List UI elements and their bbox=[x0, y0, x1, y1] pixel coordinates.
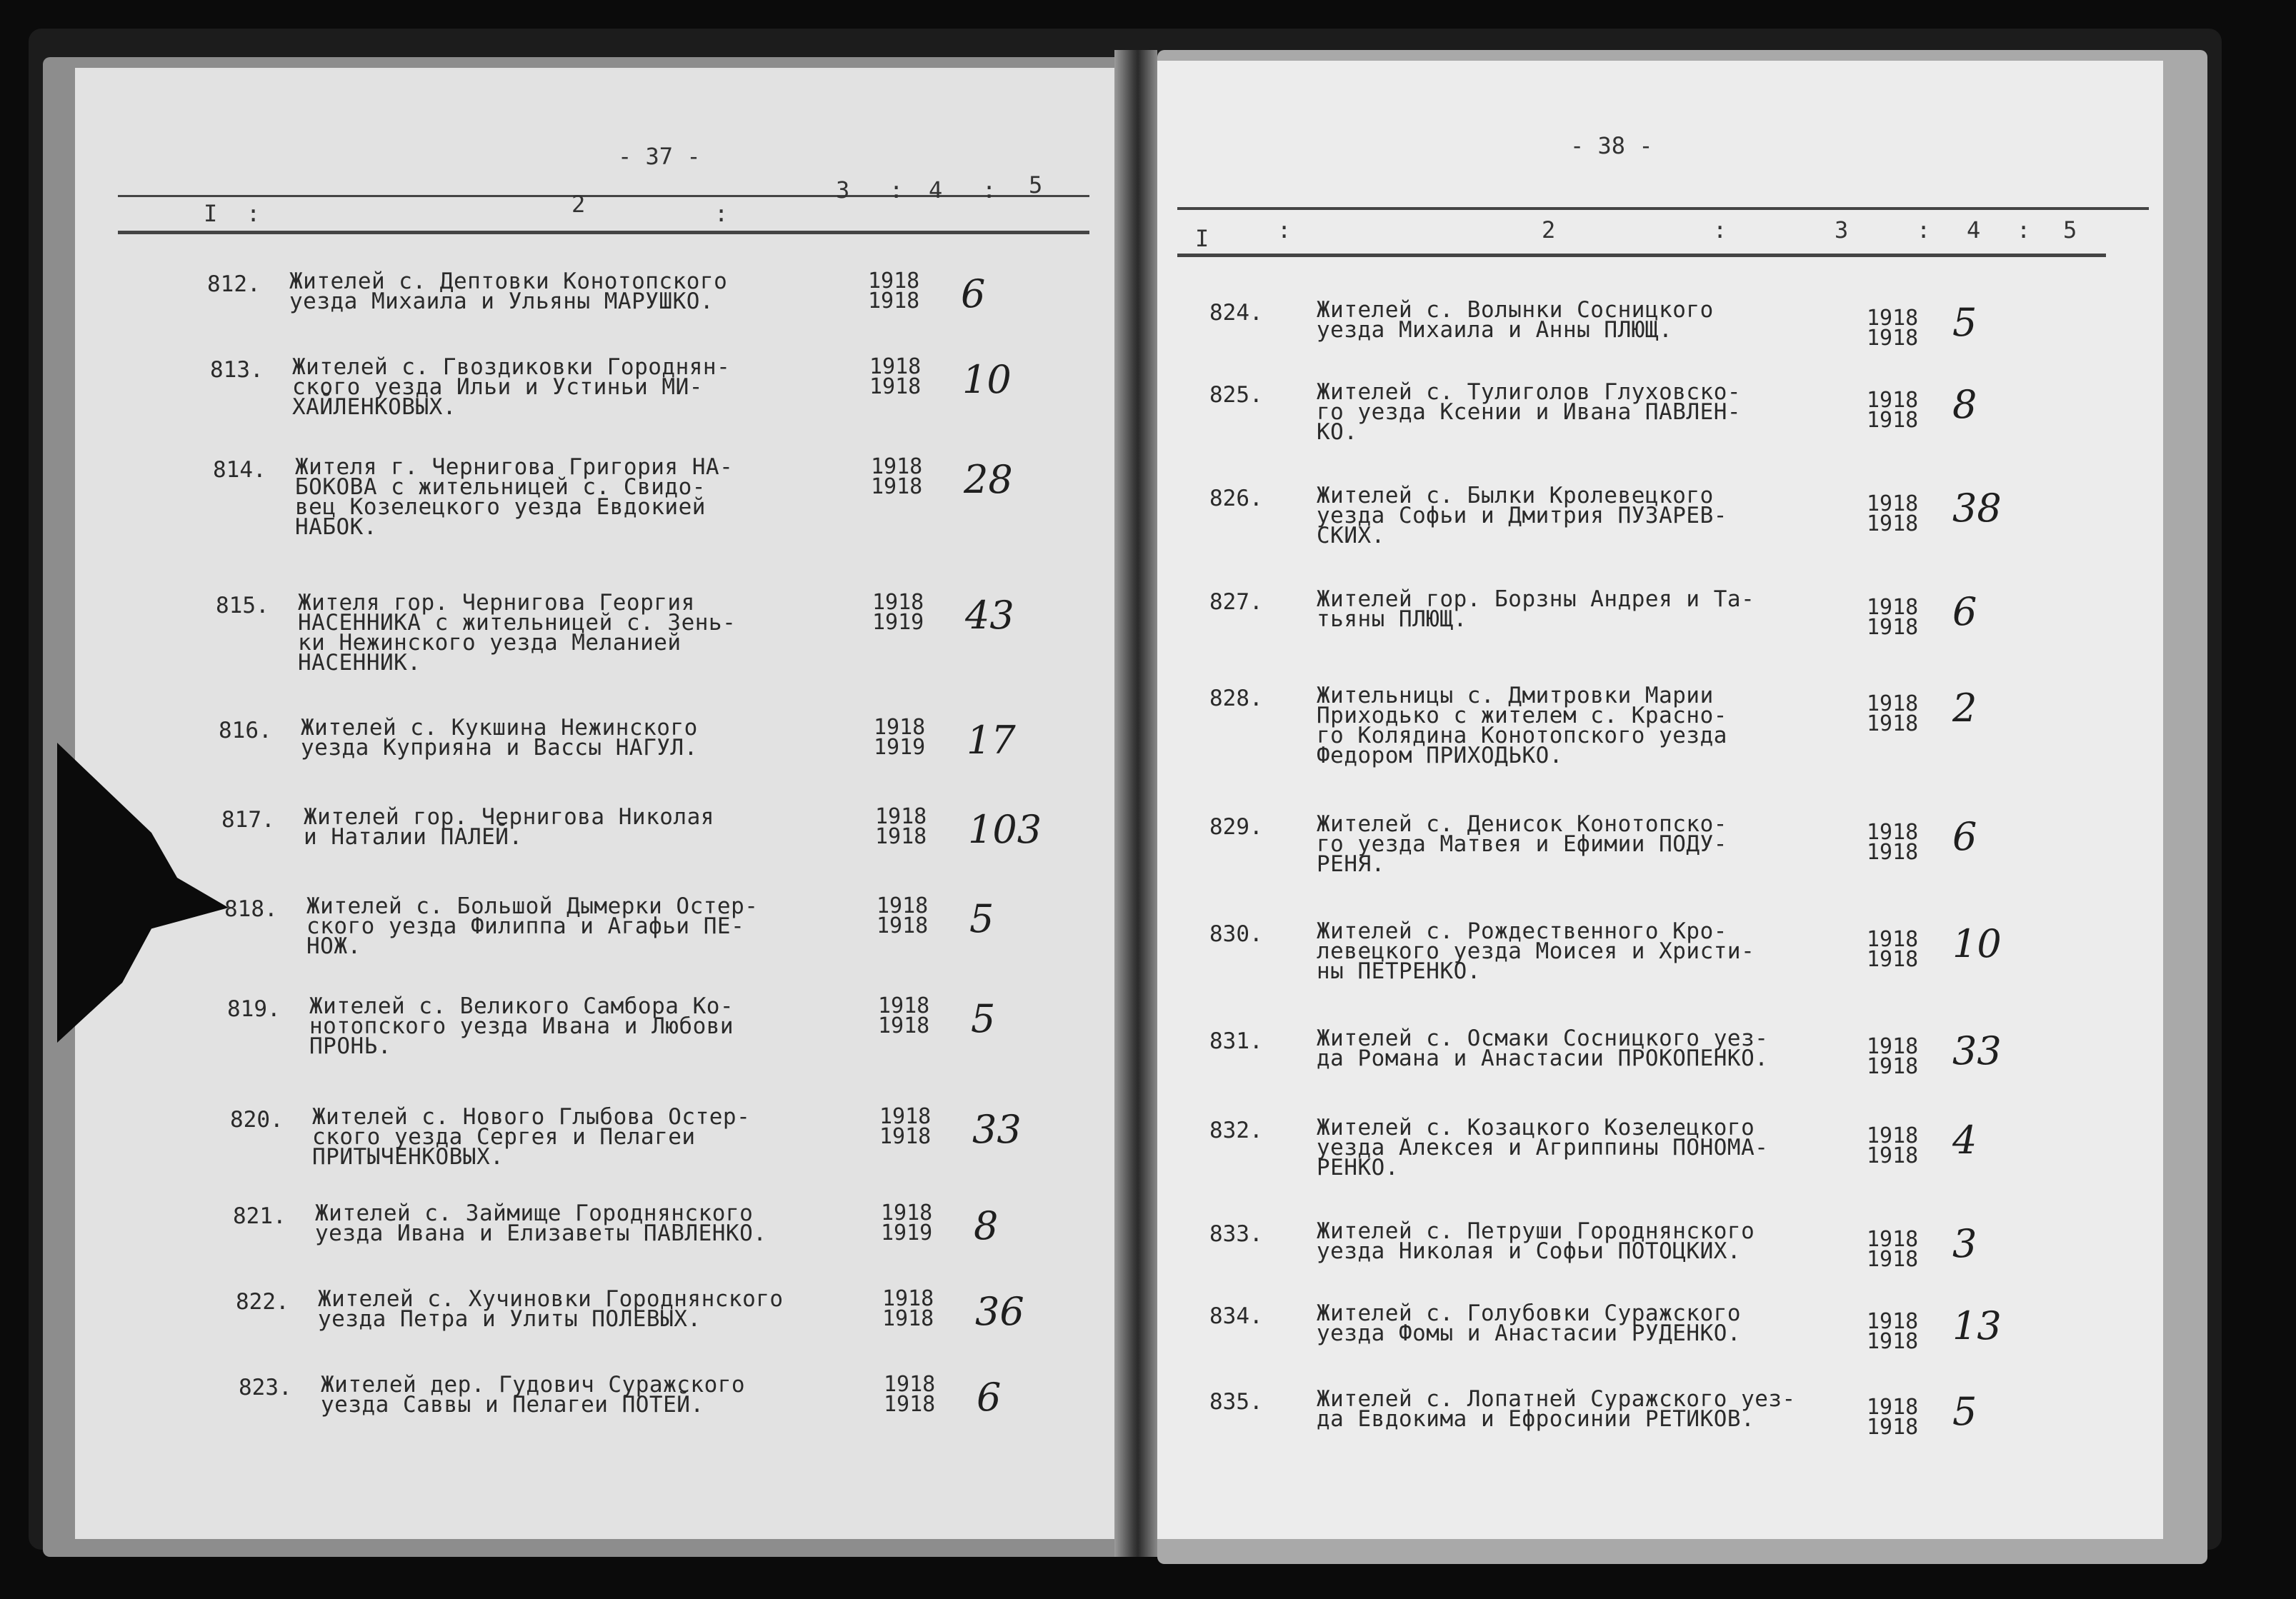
left-page: - 37 - I : 2 : 3 : 4 : 5 812. Жителей с. Дептовки Конотопского уезда Михаила и Ульяны МАРУШКО. 1918 1918 6 813. Жителей с. Гвоздиковки Городнян- ского уезда Ильи и Устиньи МИ- ХАЙЛЕНКОВЫХ. 1918 1918 10 814. Жителя г. Чернигова Григория НА- БОКОВА с жительницей с. Свидо- вец Козелецкого уезда Евдокией НАБОК. 1918 1918 28 815. Жителя гор. Чернигова Георгия НАСЕННИКА с жительницей с. Зень- ки Нежинского уезда Меланией НАСЕННИК. 1918 1919 43 816. Жителей с. Кукшина Нежинского уезда Куприяна и Вассы НАГУЛ. 1918 1919 17 817. Жителей гор. Чернигова Николая и Наталии ПАЛЕЙ. 1918 1918 103 818. Жителей с. Большой Дымерки Остер- ского уезда Филиппа и Агафьи ПЕ- НОЖ. 1918 1918 5 819. Жителей с. Великого Самбора Ко- нотопского уезда Ивана и Любови ПРОНЬ. 1918 1918 5 820. Жителей с. Нового Глыбова Остер- ского уезда Сергея и Пелагеи ПРИТЫЧЕНКОВЫХ. 1918 1918 33 821. Жителей с. Займище Городнянского уезда Ивана и Елизаветы ПАВЛЕНКО. 1918 1919 8 822. Жителей с. Хучиновки Городнянского уезда Петра и Улиты ПОЛЕВЫХ. 1918 1918 36 823. Жителей дер. Гудович Суражского уезда Саввы и Пелагеи ПОТЕЙ. 1918 1918 6 bbox=[75, 68, 1125, 1539]
entry-number: 813. bbox=[210, 357, 264, 383]
entry-description: Жителя г. Чернигова Григория НА- БОКОВА с жительницей с. Свидо- вец Козелецкого уезда Евдокией НАБОК. bbox=[295, 454, 734, 540]
entry-description: Жителей с. Лопатней Суражского уез- да Евдокима и Ефросинии РЕТИКОВ. bbox=[1317, 1386, 1796, 1432]
page-number: - 37 - bbox=[618, 143, 701, 170]
entry-count-handwritten: 6 bbox=[977, 1375, 1002, 1420]
entry-description: Жителя гор. Чернигова Георгия НАСЕННИКА с жительницей с. Зень- ки Нежинского уезда Меланией НАСЕННИК. bbox=[298, 590, 737, 676]
entry-years: 1918 1918 bbox=[884, 1372, 936, 1417]
entry-years: 1918 1918 bbox=[1867, 595, 1919, 640]
entry-count-handwritten: 5 bbox=[969, 896, 994, 941]
entry-years: 1918 1918 bbox=[1867, 306, 1919, 351]
entry-number: 818. bbox=[224, 896, 278, 922]
entry-description: Жителей с. Рождественного Кро- левецкого уезда Моисея и Христи- ны ПЕТРЕНКО. bbox=[1317, 918, 1755, 984]
entry-count-handwritten: 36 bbox=[975, 1289, 1024, 1334]
entry-number: 819. bbox=[227, 996, 281, 1022]
entry-number: 822. bbox=[236, 1289, 289, 1315]
entry-description: Жителей с. Большой Дымерки Остер- ского уезда Филиппа и Агафьи ПЕ- НОЖ. bbox=[306, 893, 759, 959]
entry-number: 821. bbox=[233, 1203, 286, 1229]
entry-description: Жителей гор. Чернигова Николая и Наталии ПАЛЕЙ. bbox=[304, 804, 714, 850]
entry-years: 1918 1918 bbox=[875, 804, 927, 849]
entry-number: 833. bbox=[1209, 1221, 1263, 1247]
entry-count-handwritten: 2 bbox=[1952, 686, 1977, 731]
entry-count-handwritten: 6 bbox=[1952, 814, 1977, 859]
entry-years: 1918 1918 bbox=[1867, 388, 1919, 433]
entry-years: 1918 1918 bbox=[1867, 691, 1919, 736]
entry-count-handwritten: 28 bbox=[964, 457, 1013, 502]
entry-years: 1918 1918 bbox=[1867, 820, 1919, 865]
entry-number: 824. bbox=[1209, 300, 1263, 326]
entry-number: 825. bbox=[1209, 382, 1263, 408]
entry-description: Жителей с. Голубовки Суражского уезда Фомы и Анастасии РУДЕНКО. bbox=[1317, 1300, 1742, 1346]
entry-number: 834. bbox=[1209, 1303, 1263, 1329]
entry-number: 820. bbox=[230, 1107, 284, 1133]
entry-count-handwritten: 10 bbox=[1952, 921, 2002, 966]
header-rule-top bbox=[1177, 207, 2149, 210]
entry-number: 815. bbox=[216, 593, 269, 618]
entry-description: Жителей с. Петруши Городнянского уезда Николая и Софьи ПОТОЦКИХ. bbox=[1317, 1218, 1755, 1264]
entry-count-handwritten: 5 bbox=[1952, 1389, 1977, 1434]
entry-years: 1918 1919 bbox=[881, 1200, 933, 1245]
entry-description: Жителей с. Денисок Конотопско- го уезда Матвея и Ефимии ПОДУ- РЕНЯ. bbox=[1317, 811, 1727, 877]
entry-years: 1918 1918 bbox=[868, 269, 920, 314]
entry-years: 1918 1918 bbox=[1867, 1034, 1919, 1079]
right-page: - 38 - I : 2 : 3 : 4 : 5 824. Жителей с. Волынки Сосницкого уезда Михаила и Анны ПЛЮЩ. 1918 1918 5 825. Жителей с. Тулиголов Глуховско- го уезда Ксении и Ивана ПАВЛЕН- КО. 1918 1918 8 826. Жителей с. Былки Кролевецкого уезда Софьи и Дмитрия ПУЗАРЕВ- СКИХ. 1918 1918 38 827. Жителей гор. Борзны Андрея и Та- тьяны ПЛЮЩ. 1918 1918 6 828. Жительницы с. Дмитровки Марии Приходько с жителем с. Красно- го Колядина Конотопского уезда Федором ПРИХОДЬКО. 1918 1918 2 829. Жителей с. Денисок Конотопско- го уезда Матвея и Ефимии ПОДУ- РЕНЯ. 1918 1918 6 830. Жителей с. Рождественного Кро- левецкого уезда Моисея и Христи- ны ПЕТРЕНКО. 1918 1918 10 831. Жителей с. Осмаки Сосницкого уез- да Романа и Анастасии ПРОКОПЕНКО. 1918 1918 33 832. Жителей с. Козацкого Козелецкого уезда Алексея и Агриппины ПОНОМА- РЕНКО. 1918 1918 4 833. Жителей с. Петруши Городнянского уезда Николая и Софьи ПОТОЦКИХ. 1918 1918 3 834. Жителей с. Голубовки Суражского уезда Фомы и Анастасии РУДЕНКО. 1918 1918 13 835. Жителей с. Лопатней Суражского уез- да Евдокима и Ефросинии РЕТИКОВ. 1918 1918 5 bbox=[1142, 61, 2163, 1539]
entry-description: Жителей дер. Гудович Суражского уезда Саввы и Пелагеи ПОТЕЙ. bbox=[321, 1372, 746, 1418]
page-number: - 38 - bbox=[1570, 132, 1653, 159]
entry-description: Жителей с. Нового Глыбова Остер- ского уезда Сергея и Пелагеи ПРИТЫЧЕНКОВЫХ. bbox=[312, 1104, 751, 1170]
entry-count-handwritten: 38 bbox=[1952, 486, 2002, 531]
entry-number: 828. bbox=[1209, 686, 1263, 711]
entry-count-handwritten: 6 bbox=[1952, 589, 1977, 634]
entry-description: Жителей с. Осмаки Сосницкого уез- да Романа и Анастасии ПРОКОПЕНКО. bbox=[1317, 1026, 1769, 1071]
entry-number: 835. bbox=[1209, 1389, 1263, 1415]
entry-count-handwritten: 103 bbox=[968, 807, 1042, 852]
entry-number: 830. bbox=[1209, 921, 1263, 947]
entry-description: Жителей с. Хучиновки Городнянского уезда Петра и Улиты ПОЛЕВЫХ. bbox=[318, 1286, 784, 1332]
entry-count-handwritten: 43 bbox=[965, 593, 1014, 638]
entry-years: 1918 1918 bbox=[1867, 1227, 1919, 1272]
header-rule-bottom bbox=[1177, 254, 2106, 257]
entry-number: 817. bbox=[221, 807, 275, 833]
entry-description: Жительницы с. Дмитровки Марии Приходько с жителем с. Красно- го Колядина Конотопского уезда Федором ПРИХОДЬКО. bbox=[1317, 683, 1727, 768]
entry-count-handwritten: 8 bbox=[1952, 382, 1977, 427]
entry-description: Жителей с. Тулиголов Глуховско- го уезда Ксении и Ивана ПАВЛЕН- КО. bbox=[1317, 379, 1742, 445]
entry-number: 829. bbox=[1209, 814, 1263, 840]
entry-count-handwritten: 10 bbox=[962, 357, 1012, 402]
entry-number: 814. bbox=[213, 457, 266, 483]
header-rule-bottom bbox=[118, 231, 1089, 234]
entry-years: 1918 1919 bbox=[872, 590, 924, 635]
entry-description: Жителей с. Волынки Сосницкого уезда Михаила и Анны ПЛЮЩ. bbox=[1317, 297, 1714, 343]
entry-number: 816. bbox=[219, 718, 272, 743]
entry-count-handwritten: 3 bbox=[1952, 1221, 1977, 1266]
entry-years: 1918 1919 bbox=[874, 715, 926, 760]
entry-description: Жителей с. Дептовки Конотопского уезда Михаила и Ульяны МАРУШКО. bbox=[289, 269, 728, 314]
entry-years: 1918 1918 bbox=[869, 354, 922, 399]
header-rule-top bbox=[118, 195, 1089, 197]
entry-description: Жителей с. Козацкого Козелецкого уезда Алексея и Агриппины ПОНОМА- РЕНКО. bbox=[1317, 1115, 1769, 1181]
entry-description: Жителей с. Кукшина Нежинского уезда Куприяна и Вассы НАГУЛ. bbox=[301, 715, 698, 761]
entry-years: 1918 1918 bbox=[882, 1286, 934, 1331]
entry-count-handwritten: 13 bbox=[1952, 1303, 2002, 1348]
entry-years: 1918 1918 bbox=[871, 454, 923, 499]
entry-count-handwritten: 8 bbox=[974, 1203, 999, 1248]
entry-number: 827. bbox=[1209, 589, 1263, 615]
entry-description: Жителей с. Былки Кролевецкого уезда Софьи и Дмитрия ПУЗАРЕВ- СКИХ. bbox=[1317, 483, 1727, 548]
entry-count-handwritten: 33 bbox=[1952, 1028, 2002, 1073]
entry-count-handwritten: 33 bbox=[972, 1107, 1022, 1152]
entry-years: 1918 1918 bbox=[1867, 1395, 1919, 1440]
entry-years: 1918 1918 bbox=[879, 1104, 932, 1149]
entry-count-handwritten: 5 bbox=[971, 996, 996, 1041]
book-spine bbox=[1114, 50, 1157, 1557]
entry-number: 812. bbox=[207, 271, 261, 297]
entry-years: 1918 1918 bbox=[877, 893, 929, 938]
entry-description: Жителей с. Гвоздиковки Городнян- ского уезда Ильи и Устиньи МИ- ХАЙЛЕНКОВЫХ. bbox=[292, 354, 731, 420]
entry-years: 1918 1918 bbox=[878, 993, 930, 1038]
entry-years: 1918 1918 bbox=[1867, 1309, 1919, 1354]
entry-count-handwritten: 4 bbox=[1952, 1118, 1977, 1163]
entry-number: 823. bbox=[239, 1375, 292, 1400]
entry-years: 1918 1918 bbox=[1867, 491, 1919, 536]
entry-years: 1918 1918 bbox=[1867, 1123, 1919, 1168]
entry-description: Жителей с. Великого Самбора Ко- нотопского уезда Ивана и Любови ПРОНЬ. bbox=[309, 993, 734, 1059]
entry-count-handwritten: 17 bbox=[967, 718, 1016, 763]
entry-number: 832. bbox=[1209, 1118, 1263, 1143]
entry-years: 1918 1918 bbox=[1867, 927, 1919, 972]
entry-description: Жителей с. Займище Городнянского уезда Ивана и Елизаветы ПАВЛЕНКО. bbox=[315, 1200, 767, 1246]
entry-number: 831. bbox=[1209, 1028, 1263, 1054]
entry-count-handwritten: 5 bbox=[1952, 300, 1977, 345]
entry-number: 826. bbox=[1209, 486, 1263, 511]
entry-count-handwritten: 6 bbox=[961, 271, 986, 316]
entry-description: Жителей гор. Борзны Андрея и Та- тьяны ПЛЮЩ. bbox=[1317, 586, 1755, 632]
